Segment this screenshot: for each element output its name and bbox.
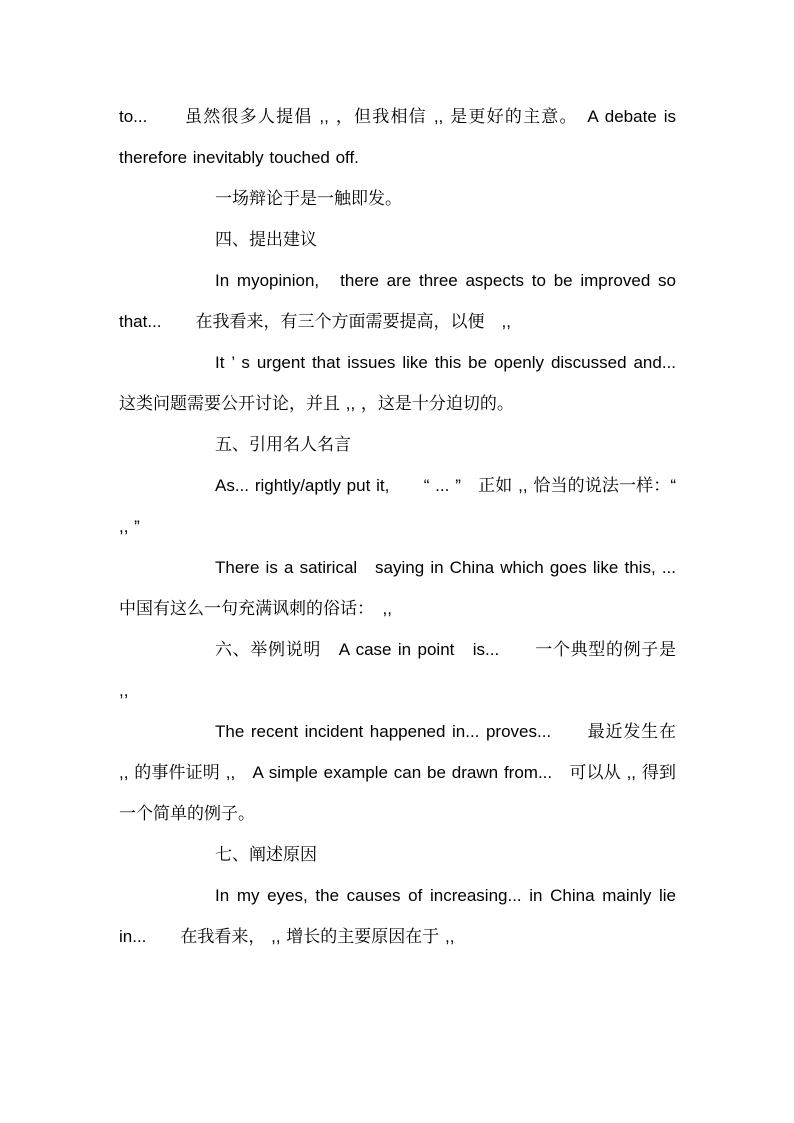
paragraph: It ’ s urgent that issues like this be openly discussed and... 这类问题需要公开讨论，并且 ,, ，这是十分迫切的。: [119, 353, 710, 413]
paragraph: to... 虽然很多人提倡 ,, ，但我相信 ,, 是更好的主意。 A debate is therefore inevitably touched off.: [119, 107, 676, 167]
paragraph: As... rightly/aptly put it, “ ... ” 正如 ,, 恰当的说法一样：“ ,, ”: [119, 476, 676, 536]
section-heading: 四、提出建议: [215, 230, 317, 249]
paragraph: The recent incident happened in... proves... 最近发生在 ,, 的事件证明 ,, A simple example can be drawn from... 可以从 ,, 得到一个简单的例子。: [119, 722, 676, 823]
paragraph: In my eyes, the causes of increasing... in China mainly lie in... 在我看来， ,, 增长的主要原因在于 ,,: [119, 886, 676, 946]
paragraph: 一场辩论于是一触即发。: [215, 189, 402, 208]
paragraph: There is a satirical saying in China which goes like this, ... 中国有这么一句充满讽刺的俗话： ,,: [119, 558, 693, 618]
section-heading: 七、阐述原因: [215, 845, 317, 864]
paragraph: In myopinion, there are three aspects to be improved so that... 在我看来，有三个方面需要提高，以便 ,,: [119, 271, 676, 331]
section-heading: 五、引用名人名言: [215, 435, 351, 454]
document-body: [119, 96, 710, 957]
paragraph: 六、举例说明 A case in point is... 一个典型的例子是 ,,: [119, 640, 676, 700]
